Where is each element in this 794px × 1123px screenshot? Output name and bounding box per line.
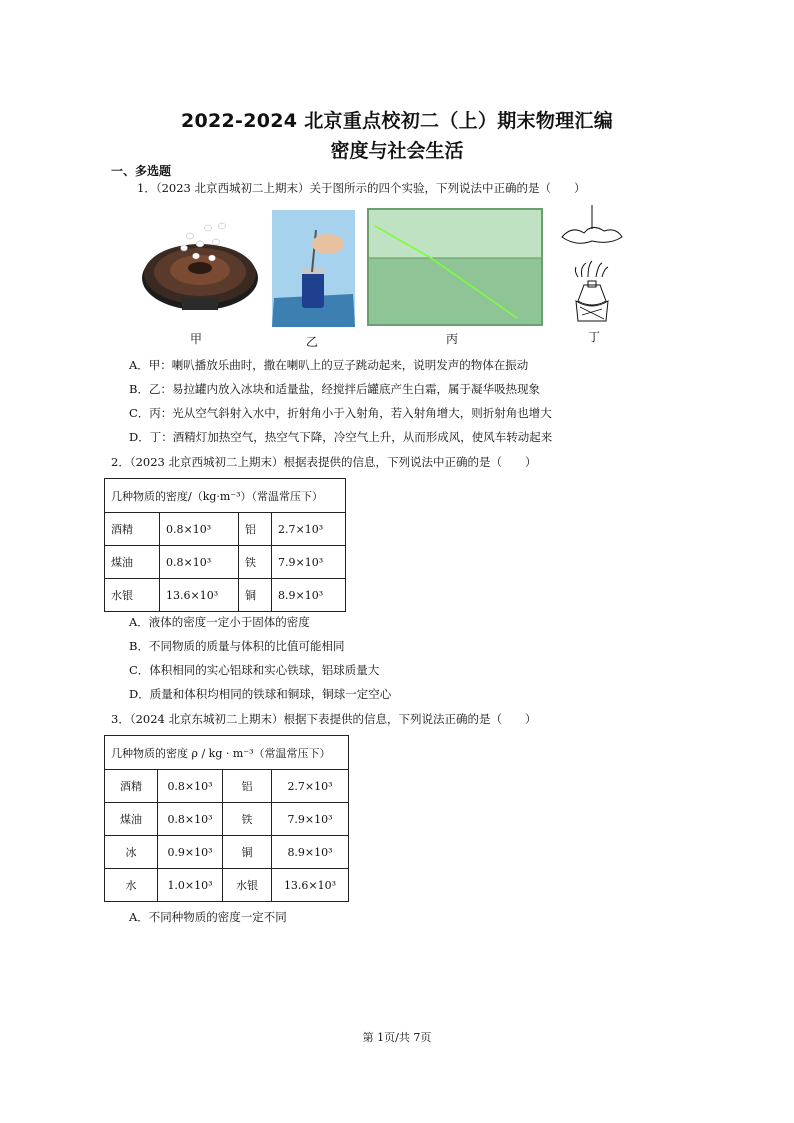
q3-option-a: A．不同种物质的密度一定不同 (129, 910, 287, 924)
table-cell: 铝 (239, 513, 272, 546)
table-cell: 0.8×10³ (160, 513, 239, 546)
can-image (272, 210, 355, 327)
table-header: 几种物质的密度 ρ / kg · m⁻³（常温常压下） (105, 736, 349, 770)
table-cell: 8.9×10³ (272, 836, 349, 869)
table-row (105, 579, 346, 612)
tank-image (367, 208, 543, 326)
table-cell: 7.9×10³ (272, 546, 346, 579)
table-cell: 2.7×10³ (272, 513, 346, 546)
table-cell: 水 (105, 869, 158, 902)
caption-yi: 乙 (306, 335, 319, 349)
table-cell: 冰 (105, 836, 158, 869)
question-3-stem: 3．（2024 北京东城初二上期末）根据下表提供的信息，下列说法正确的是（ ） (111, 712, 537, 726)
q1-option-d: D．丁：酒精灯加热空气，热空气下降，冷空气上升，从而形成风，使风车转动起来 (129, 430, 553, 444)
question-2-stem: 2．（2023 北京西城初二上期末）根据表提供的信息，下列说法中正确的是（ ） (111, 455, 537, 469)
caption-jia: 甲 (190, 332, 203, 346)
page-title: 2022-2024 北京重点校初二（上）期末物理汇编 (180, 110, 614, 132)
density-table-q2 (104, 478, 346, 612)
table-cell: 铜 (239, 579, 272, 612)
question-1-stem: 1．（2023 北京西城初二上期末）关于图所示的四个实验，下列说法中正确的是（ ） (137, 181, 586, 195)
table-header-row (105, 479, 346, 513)
table-cell: 酒精 (105, 770, 158, 803)
lamp-windmill-drawing (558, 205, 628, 327)
table-cell: 酒精 (105, 513, 160, 546)
table-header-row (105, 736, 349, 770)
table-row (105, 513, 346, 546)
q2-option-a: A．液体的密度一定小于固体的密度 (129, 615, 310, 629)
table-cell: 煤油 (105, 546, 160, 579)
table-cell: 铜 (223, 836, 272, 869)
table-cell: 8.9×10³ (272, 579, 346, 612)
page-footer: 第 1页/共 7页 (362, 1031, 432, 1044)
table-cell: 0.8×10³ (158, 803, 223, 836)
q2-option-d: D．质量和体积均相同的铁球和铜球，铜球一定空心 (129, 687, 392, 701)
q2-option-b: B．不同物质的质量与体积的比值可能相同 (129, 639, 345, 653)
table-cell: 0.9×10³ (158, 836, 223, 869)
table-row (105, 836, 349, 869)
q2-option-c: C．体积相同的实心铝球和实心铁球，铝球质量大 (129, 663, 380, 677)
table-cell: 0.8×10³ (158, 770, 223, 803)
table-cell: 2.7×10³ (272, 770, 349, 803)
table-cell: 水银 (105, 579, 160, 612)
section-label: 一、多选题 (111, 164, 172, 178)
table-cell: 煤油 (105, 803, 158, 836)
table-row (105, 869, 349, 902)
density-table-q3 (104, 735, 349, 902)
table-row (105, 546, 346, 579)
table-row (105, 770, 349, 803)
table-cell: 13.6×10³ (160, 579, 239, 612)
table-row (105, 803, 349, 836)
caption-ding: 丁 (588, 330, 601, 344)
q1-option-c: C．丙：光从空气斜射入水中，折射角小于入射角，若入射角增大，则折射角也增大 (129, 406, 552, 420)
caption-bing: 丙 (446, 332, 459, 346)
table-cell: 7.9×10³ (272, 803, 349, 836)
table-cell: 0.8×10³ (160, 546, 239, 579)
q1-option-b: B．乙：易拉罐内放入冰块和适量盐，经搅拌后罐底产生白霜，属于凝华吸热现象 (129, 382, 540, 396)
table-cell: 铁 (223, 803, 272, 836)
q1-option-a: A．甲：喇叭播放乐曲时，撒在喇叭上的豆子跳动起来，说明发声的物体在振动 (129, 358, 529, 372)
table-cell: 1.0×10³ (158, 869, 223, 902)
table-cell: 水银 (223, 869, 272, 902)
table-header: 几种物质的密度/（kg·m⁻³）（常温常压下） (105, 479, 346, 513)
page-subtitle: 密度与社会生活 (330, 140, 464, 162)
table-cell: 13.6×10³ (272, 869, 349, 902)
speaker-image (138, 214, 262, 314)
table-cell: 铁 (239, 546, 272, 579)
table-cell: 铝 (223, 770, 272, 803)
